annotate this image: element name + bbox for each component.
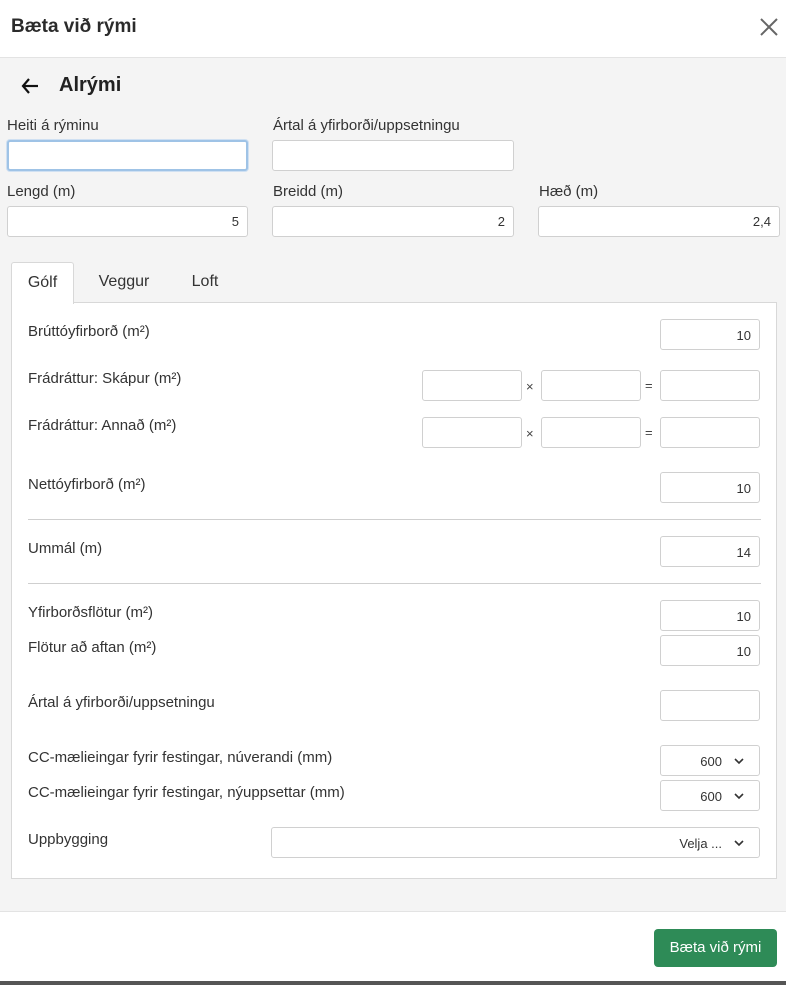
net-area-label: Nettóyfirborð (m²) <box>28 476 146 493</box>
floor-panel <box>11 302 777 879</box>
structure-select[interactable] <box>271 827 760 858</box>
dialog-title: Bæta við rými <box>11 16 137 37</box>
height-input[interactable] <box>538 206 780 237</box>
chevron-down-icon <box>733 755 745 767</box>
bottom-bar <box>0 981 786 985</box>
dialog-header <box>0 0 786 58</box>
deduct-closet-label: Frádráttur: Skápur (m²) <box>28 370 182 387</box>
tab-wall[interactable]: Veggur <box>98 273 150 290</box>
deduct-other-label: Frádráttur: Annað (m²) <box>28 417 177 434</box>
cc-current-select[interactable] <box>660 745 760 776</box>
equals-symbol: = <box>645 378 653 393</box>
year-label: Ártal á yfirborði/uppsetningu <box>273 117 460 134</box>
cc-current-value: 600 <box>700 754 722 769</box>
surface-area-input[interactable]: 10 <box>660 600 760 631</box>
perimeter-label: Ummál (m) <box>28 540 103 557</box>
width-label: Breidd (m) <box>273 183 344 200</box>
times-symbol: × <box>526 426 534 441</box>
gross-area-label: Brúttóyfirborð (m²) <box>28 323 150 340</box>
deduct-other-result-input[interactable] <box>660 417 760 448</box>
height-label: Hæð (m) <box>539 183 599 200</box>
gross-area-input[interactable]: 10 <box>660 319 760 350</box>
back-surface-label: Flötur að aftan (m²) <box>28 639 157 656</box>
chevron-down-icon <box>733 837 745 849</box>
dialog-body <box>0 58 786 911</box>
width-input[interactable] <box>272 206 514 237</box>
surface-area-label: Yfirborðsflötur (m²) <box>28 604 154 621</box>
dialog-footer <box>0 911 786 985</box>
cc-new-value: 600 <box>700 789 722 804</box>
room-type-title: Alrými <box>59 74 122 96</box>
structure-value: Velja ... <box>679 836 722 851</box>
room-name-label: Heiti á rýminu <box>7 117 99 134</box>
cc-new-label: CC-mælieingar fyrir festingar, nýuppsettar (mm) <box>28 784 345 801</box>
arrow-left-icon[interactable] <box>20 76 42 96</box>
length-input[interactable] <box>7 206 248 237</box>
deduct-other-length-input[interactable] <box>422 417 522 448</box>
add-room-button[interactable]: Bæta við rými <box>654 929 777 967</box>
panel-year-label: Ártal á yfirborði/uppsetningu <box>28 694 215 711</box>
deduct-other-width-input[interactable] <box>541 417 641 448</box>
cc-current-label: CC-mælieingar fyrir festingar, núverandi (mm) <box>28 749 333 766</box>
equals-symbol: = <box>645 425 653 440</box>
room-name-input[interactable] <box>7 140 248 171</box>
net-area-input[interactable]: 10 <box>660 472 760 503</box>
length-label: Lengd (m) <box>7 183 76 200</box>
divider <box>28 583 761 584</box>
times-symbol: × <box>526 379 534 394</box>
tab-ceiling[interactable]: Loft <box>191 273 219 290</box>
close-icon[interactable] <box>757 14 781 40</box>
deduct-closet-result-input[interactable] <box>660 370 760 401</box>
panel-year-input[interactable] <box>660 690 760 721</box>
chevron-down-icon <box>733 790 745 802</box>
cc-new-select[interactable] <box>660 780 760 811</box>
year-input[interactable] <box>272 140 514 171</box>
deduct-closet-length-input[interactable] <box>422 370 522 401</box>
back-surface-input[interactable]: 10 <box>660 635 760 666</box>
tab-floor[interactable]: Gólf <box>11 262 74 304</box>
structure-label: Uppbygging <box>28 831 109 848</box>
deduct-closet-width-input[interactable] <box>541 370 641 401</box>
perimeter-input[interactable]: 14 <box>660 536 760 567</box>
divider <box>28 519 761 520</box>
